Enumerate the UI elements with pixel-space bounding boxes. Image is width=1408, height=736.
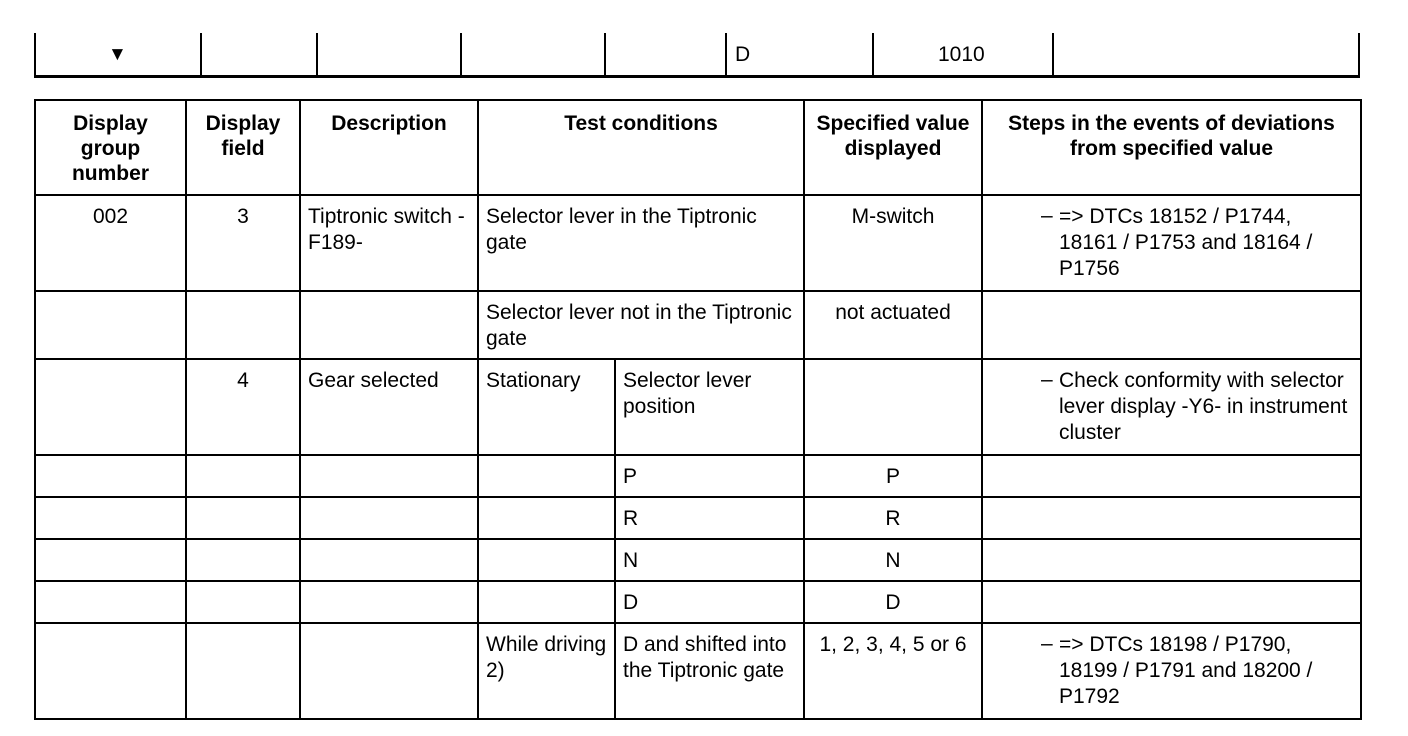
table-row	[35, 455, 1361, 497]
cell-specified: M-switch	[804, 195, 982, 291]
cell-condition-b: N	[615, 539, 804, 581]
cell-description	[300, 581, 478, 623]
divider	[316, 33, 318, 78]
cell-specified	[804, 359, 982, 455]
header-group: Display group number	[35, 100, 186, 195]
table-row	[35, 291, 1361, 359]
cell-description	[300, 623, 478, 719]
dash-icon: –	[1041, 632, 1053, 655]
cell-group: 002	[35, 195, 186, 291]
cell-field	[186, 581, 300, 623]
table-row	[35, 581, 1361, 623]
divider	[200, 33, 202, 78]
dash-icon: –	[1041, 368, 1053, 391]
dash-icon: –	[1041, 204, 1053, 227]
cell-step	[982, 497, 1361, 539]
table-row	[35, 359, 1361, 455]
header-conditions: Test conditions	[478, 100, 804, 195]
cell-description	[300, 539, 478, 581]
table-row	[35, 497, 1361, 539]
cell-condition-a: Stationary	[478, 359, 615, 455]
header-steps: Steps in the events of deviations from specified value	[982, 100, 1361, 195]
cell-condition-b: P	[615, 455, 804, 497]
top-strip	[34, 33, 1360, 78]
divider	[34, 33, 36, 78]
cell-condition-a	[478, 581, 615, 623]
cell-specified: D	[804, 581, 982, 623]
cell-group	[35, 455, 186, 497]
cell-specified: R	[804, 497, 982, 539]
cell-condition-a	[478, 455, 615, 497]
cell-condition-b: D and shifted into the Tiptronic gate	[615, 623, 804, 719]
cell-field: 4	[186, 359, 300, 455]
cell-condition: Selector lever not in the Tiptronic gate	[478, 291, 804, 359]
cell-group	[35, 291, 186, 359]
down-arrow-icon[interactable]: ▼	[108, 44, 127, 65]
cell-condition: Selector lever in the Tiptronic gate	[478, 195, 804, 291]
cell-field	[186, 497, 300, 539]
cell-description: Gear selected	[300, 359, 478, 455]
cell-step	[982, 539, 1361, 581]
cell-field	[186, 623, 300, 719]
cell-specified: N	[804, 539, 982, 581]
cell-specified: 1, 2, 3, 4, 5 or 6	[804, 623, 982, 719]
measured-value-table	[34, 99, 1362, 720]
cell-description	[300, 497, 478, 539]
cell-group	[35, 623, 186, 719]
header-row	[35, 100, 1361, 195]
cell-condition-b: Selector lever position	[615, 359, 804, 455]
header-specified: Specified value displayed	[804, 100, 982, 195]
step-text: Check conformity with selector lever display -Y6- in instrument cluster	[1059, 369, 1348, 444]
header-field: Display field	[186, 100, 300, 195]
cell-step	[982, 195, 1361, 291]
cell-field	[186, 455, 300, 497]
cell-step	[982, 581, 1361, 623]
top-cell-d: D	[735, 43, 751, 66]
cell-condition-b: R	[615, 497, 804, 539]
divider	[34, 75, 1360, 78]
cell-group	[35, 497, 186, 539]
cell-field	[186, 291, 300, 359]
cell-specified: P	[804, 455, 982, 497]
divider	[872, 33, 874, 78]
divider	[1052, 33, 1054, 78]
cell-description: Tiptronic switch -F189-	[300, 195, 478, 291]
cell-condition-a: While driving 2)	[478, 623, 615, 719]
top-cell-code: 1010	[938, 43, 985, 66]
step-text: => DTCs 18152 / P1744, 18161 / P1753 and 18164 / P1756	[1059, 205, 1313, 280]
cell-group	[35, 581, 186, 623]
cell-step	[982, 623, 1361, 719]
divider	[725, 33, 727, 78]
step-text: => DTCs 18198 / P1790, 18199 / P1791 and 18200 / P1792	[1059, 633, 1313, 708]
cell-specified: not actuated	[804, 291, 982, 359]
cell-condition-b: D	[615, 581, 804, 623]
table-row	[35, 539, 1361, 581]
divider	[604, 33, 606, 78]
cell-group	[35, 539, 186, 581]
cell-condition-a	[478, 539, 615, 581]
header-description: Description	[300, 100, 478, 195]
table-row	[35, 623, 1361, 719]
cell-step	[982, 291, 1361, 359]
table-row	[35, 195, 1361, 291]
divider	[1358, 33, 1360, 78]
divider	[460, 33, 462, 78]
cell-description	[300, 291, 478, 359]
cell-field	[186, 539, 300, 581]
cell-description	[300, 455, 478, 497]
cell-condition-a	[478, 497, 615, 539]
cell-group	[35, 359, 186, 455]
cell-step	[982, 359, 1361, 455]
cell-step	[982, 455, 1361, 497]
cell-field: 3	[186, 195, 300, 291]
